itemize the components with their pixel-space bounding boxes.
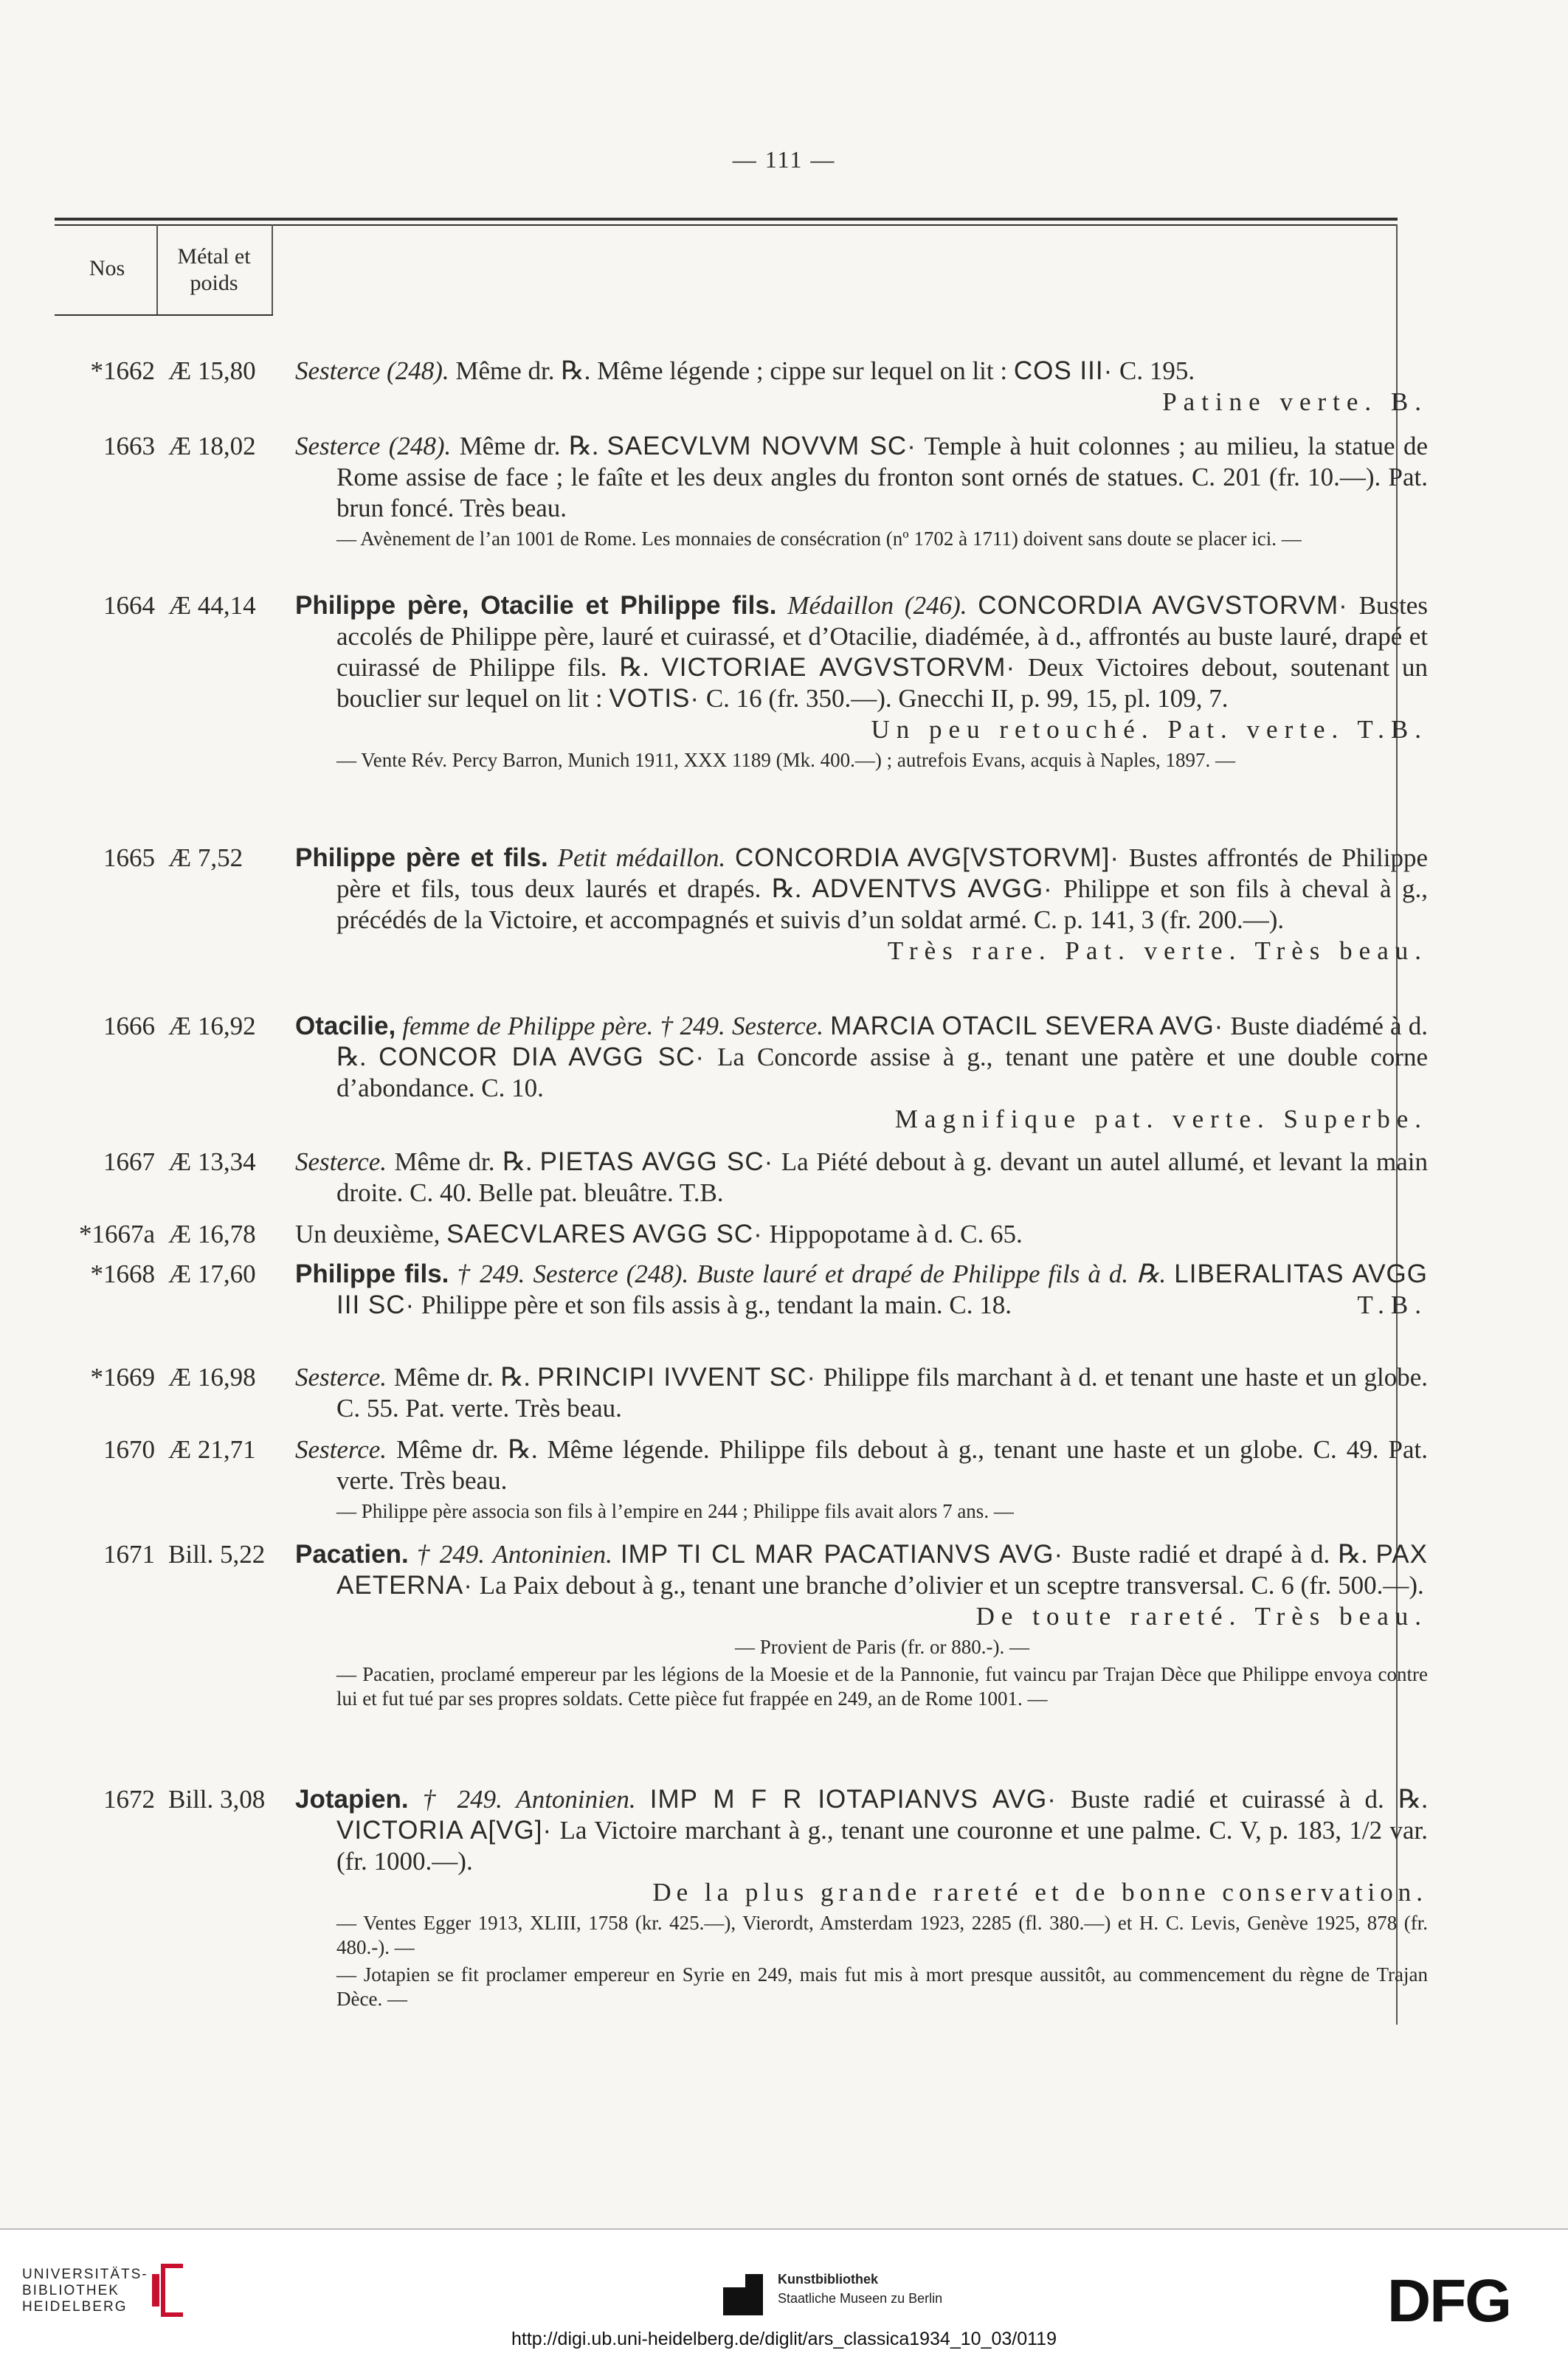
denomination: Sesterce (248).	[295, 432, 452, 460]
legend: VICTORIAE AVGVSTORVM·	[661, 653, 1016, 682]
entry-number: *1668	[90, 1260, 155, 1288]
desc-text: femme de Philippe père. † 249. Sesterce.	[396, 1012, 831, 1040]
legend: SAECVLVM NOVVM SC·	[607, 432, 916, 460]
entry-description	[295, 1784, 1428, 2013]
metal-weight: Æ 16,92	[168, 1012, 256, 1040]
metal-weight: Bill. 5,22	[168, 1540, 266, 1569]
source-url[interactable]: http://digi.ub.uni-heidelberg.de/diglit/ars_classica1934_10_03/0119	[511, 2329, 1057, 2349]
table-top-rule	[55, 218, 1398, 221]
footnote: — Philippe père associa son fils à l’empire en 244 ; Philippe fils avait alors 7 ans. —	[336, 1500, 1014, 1522]
ruler-name: Pacatien.	[295, 1540, 409, 1569]
desc-text: † 249. Antoninien.	[408, 1540, 621, 1569]
desc-text: C. 195.	[1113, 356, 1195, 385]
entry-description	[295, 431, 1428, 553]
entry-number: 1664	[103, 591, 155, 620]
metal-weight: Æ 21,71	[168, 1435, 256, 1464]
legend: PIETAS AVGG SC·	[539, 1147, 774, 1176]
header-bottom-rule-left	[55, 314, 273, 316]
desc-text: Pat. verte. Très beau.	[336, 1435, 1428, 1495]
footnote: — Vente Rév. Percy Barron, Munich 1911, XXX 1189 (Mk. 400.—) ; autrefois Evans, acquis à Naples, 1897. —	[336, 749, 1236, 771]
metal-weight: Æ 17,60	[168, 1260, 256, 1288]
denomination: Sesterce (248).	[295, 356, 449, 385]
metal-weight: Æ 44,14	[168, 591, 256, 620]
kunstbibliothek-icon	[723, 2274, 763, 2315]
entry-number: 1671	[103, 1540, 155, 1569]
footnote: — Pacatien, proclamé empereur par les légions de la Moesie et de la Pannonie, fut vaincu par Trajan Dèce que Philippe envoya contre lui et fut tué par ses propres soldats. Cette pièce fut frappée en 249, an de Rome 1001. —	[336, 1663, 1428, 1710]
desc-text: Hippopotame à d. C. 65.	[762, 1220, 1023, 1248]
dfg-logo: DFG	[1387, 2267, 1511, 2335]
legend: VOTIS·	[609, 684, 700, 713]
desc-text: Deux Victoires debout, soutenant un bouclier sur lequel on lit :	[336, 653, 1428, 713]
entry-description	[295, 1219, 1428, 1250]
grade: De la plus grande rareté et de bonne conservation.	[652, 1878, 1428, 1907]
ruler-name: Philippe père, Otacilie et Philippe fils.	[295, 591, 777, 620]
grade: Très rare. Pat. verte. Très beau.	[887, 936, 1428, 965]
desc-text: Même dr. ℞. Même légende ; cippe sur lequel on lit :	[449, 356, 1014, 385]
legend: IMP M F R IOTAPIANVS AVG·	[649, 1785, 1057, 1814]
desc-text: Philippe et son fils à cheval à g., précédés de la Victoire, et accompagnés et suivis d’un soldat armé. C. p. 141, 3 (fr. 200.—).	[336, 874, 1428, 934]
footer-bar	[0, 2228, 1568, 2353]
entry-description	[295, 1011, 1428, 1135]
entry-description	[295, 590, 1428, 774]
grade: T.B.	[1357, 1290, 1428, 1319]
desc-text: † 249. Antoninien.	[408, 1785, 650, 1814]
grade: De toute rareté. Très beau.	[975, 1602, 1428, 1631]
entry-description	[295, 1362, 1428, 1424]
ub-line: HEIDELBERG	[22, 2299, 128, 2315]
legend: IMP TI CL MAR PACATIANVS AVG·	[620, 1540, 1064, 1569]
entry-description	[295, 1434, 1428, 1525]
desc-text: La Piété debout à g. devant un autel allumé, et levant la main droite. C. 40. Belle pat. bleuâtre. T.B.	[336, 1147, 1429, 1207]
header-metal-line2: poids	[190, 271, 238, 295]
entry-number: *1669	[90, 1363, 155, 1392]
grade: Un peu retouché. Pat. verte. T.B.	[871, 715, 1428, 744]
footnote: — Ventes Egger 1913, XLIII, 1758 (kr. 425.—), Vierordt, Amsterdam 1923, 2285 (fl. 380.—) et H. C. Levis, Genève 1925, 878 (fr. 480.-). —	[336, 1912, 1428, 1958]
legend: SAECVLARES AVGG SC·	[446, 1220, 763, 1248]
ub-line: UNIVERSITÄTS-	[22, 2267, 148, 2282]
desc-text: † 249. Sesterce (248). Buste lauré et drapé de Philippe fils à d. ℞.	[449, 1260, 1175, 1288]
header-metal-line1: Métal et	[177, 244, 251, 269]
footnote: — Provient de Paris (fr. or 880.-). —	[735, 1636, 1029, 1658]
metal-weight: Æ 18,02	[168, 432, 256, 460]
denomination: Sesterce.	[295, 1435, 387, 1464]
page-number: — 111 —	[732, 146, 836, 173]
desc-text: Même dr. ℞.	[451, 432, 607, 460]
legend: ADVENTVS AVGG·	[812, 874, 1053, 903]
denomination: Sesterce.	[295, 1363, 387, 1392]
entry-number: *1667a	[78, 1220, 155, 1248]
denomination: Sesterce.	[295, 1147, 387, 1176]
entry-number: 1670	[103, 1435, 155, 1464]
grade: Patine verte. B.	[1162, 387, 1428, 416]
legend: PRINCIPI IVVENT SC·	[537, 1363, 817, 1392]
desc-text: C. 16 (fr. 350.—). Gnecchi II, p. 99, 15, pl. 109, 7.	[700, 684, 1229, 713]
legend: PAX AETERNA·	[336, 1540, 1428, 1600]
footnote: — Jotapien se fit proclamer empereur en Syrie en 249, mais fut mis à mort presque aussitôt, au commencement du règne de Trajan Dèce. —	[336, 1963, 1428, 2010]
entry-number: 1663	[103, 432, 155, 460]
entry-number: 1665	[103, 843, 155, 872]
metal-weight: Bill. 3,08	[168, 1785, 266, 1814]
entry-number: 1667	[103, 1147, 155, 1176]
kb-line: Kunstbibliothek	[778, 2272, 878, 2287]
entry-description	[295, 843, 1428, 967]
desc-text: Buste radié et drapé à d. ℞.	[1063, 1540, 1376, 1569]
metal-weight: Æ 16,98	[168, 1363, 256, 1392]
entry-description	[295, 356, 1428, 418]
desc-text: Même dr. ℞.	[387, 1363, 538, 1392]
legend: COS III·	[1013, 356, 1113, 385]
desc-text: Médaillon (246).	[776, 591, 978, 620]
desc-text: La Concorde assise à g., tenant une patère et une double corne d’abondance. C. 10.	[336, 1043, 1428, 1102]
kb-line: Staatliche Museen zu Berlin	[778, 2291, 943, 2306]
ub-heidelberg-logo-icon	[146, 2261, 186, 2320]
column-divider-metal	[272, 224, 273, 316]
ruler-name: Philippe père et fils.	[295, 843, 548, 872]
entry-number: *1662	[90, 356, 155, 385]
header-nos: Nos	[89, 256, 125, 280]
ub-line: BIBLIOTHEK	[22, 2283, 120, 2298]
desc-text: Temple à huit colonnes ; au milieu, la statue de Rome assise de face ; le faîte et les deux angles du fronton sont ornés de statues. C. 201 (fr. 10.—). Pat. brun foncé. Très beau.	[336, 432, 1429, 522]
desc-text: Même dr. ℞.	[387, 1147, 540, 1176]
legend: MARCIA OTACIL SEVERA AVG·	[830, 1012, 1224, 1040]
legend: VICTORIA A[VG]·	[336, 1816, 553, 1845]
desc-text: Philippe fils marchant à d. et tenant une haste et un globe. C. 55. Pat. verte. Très beau.	[336, 1363, 1429, 1423]
ruler-name: Jotapien.	[295, 1785, 409, 1814]
desc-text: Petit médaillon.	[548, 843, 735, 872]
legend: CONCORDIA AVG[VSTORVM]·	[734, 843, 1120, 872]
desc-text: Buste radié et cuirassé à d. ℞.	[1056, 1785, 1428, 1814]
desc-text: Même dr. ℞. Même légende. Philippe fils debout à g., tenant une haste et un globe. C. 49.	[387, 1435, 1379, 1464]
legend: CONCOR DIA AVGG SC·	[379, 1043, 705, 1071]
entry-description	[295, 1147, 1428, 1209]
metal-weight: Æ 13,34	[168, 1147, 256, 1176]
kunstbibliothek-text	[778, 2270, 942, 2308]
desc-text: La Paix debout à g., tenant une branche d’olivier et un sceptre transversal. C. 6 (fr. 500.—).	[472, 1571, 1424, 1600]
metal-weight: Æ 7,52	[168, 843, 244, 872]
entry-description	[295, 1539, 1428, 1713]
desc-text: Buste diadémé à d. ℞.	[336, 1012, 1428, 1071]
grade: Magnifique pat. verte. Superbe.	[894, 1105, 1428, 1133]
footnote: — Avènement de l’an 1001 de Rome. Les monnaies de consécration (nº 1702 à 1711) doivent sans doute se placer ici. —	[336, 528, 1302, 550]
desc-text: Bustes affrontés de Philippe père et fils, tous deux laurés et drapés. ℞.	[336, 843, 1428, 903]
footer-divider	[0, 2228, 1568, 2230]
desc-text: Philippe père et son fils assis à g., tendant la main. C. 18.	[415, 1290, 1012, 1319]
legend: LIBERALITAS AVGG III SC·	[336, 1260, 1429, 1319]
metal-weight: Æ 15,80	[168, 356, 256, 385]
ub-heidelberg-logo-text	[22, 2267, 148, 2315]
table-header-rule	[55, 224, 1398, 226]
entry-number: 1666	[103, 1012, 155, 1040]
entry-description	[295, 1259, 1428, 1321]
ruler-name: Philippe fils.	[295, 1260, 449, 1288]
metal-weight: Æ 16,78	[168, 1220, 256, 1248]
desc-text: Un deuxième,	[295, 1220, 447, 1248]
desc-text: Bustes accolés de Philippe père, lauré et cuirassé, et d’Otacilie, diadémée, à d., affrontés au buste lauré, drapé et cuirassé de Philippe fils. ℞.	[336, 591, 1428, 682]
desc-text: La Victoire marchant à g., tenant une couronne et une palme. C. V, p. 183, 1/2 var. (fr. 1000.—).	[336, 1816, 1428, 1876]
ruler-name: Otacilie,	[295, 1012, 396, 1040]
legend: CONCORDIA AVGVSTORVM·	[978, 591, 1348, 620]
entry-number: 1672	[103, 1785, 155, 1814]
